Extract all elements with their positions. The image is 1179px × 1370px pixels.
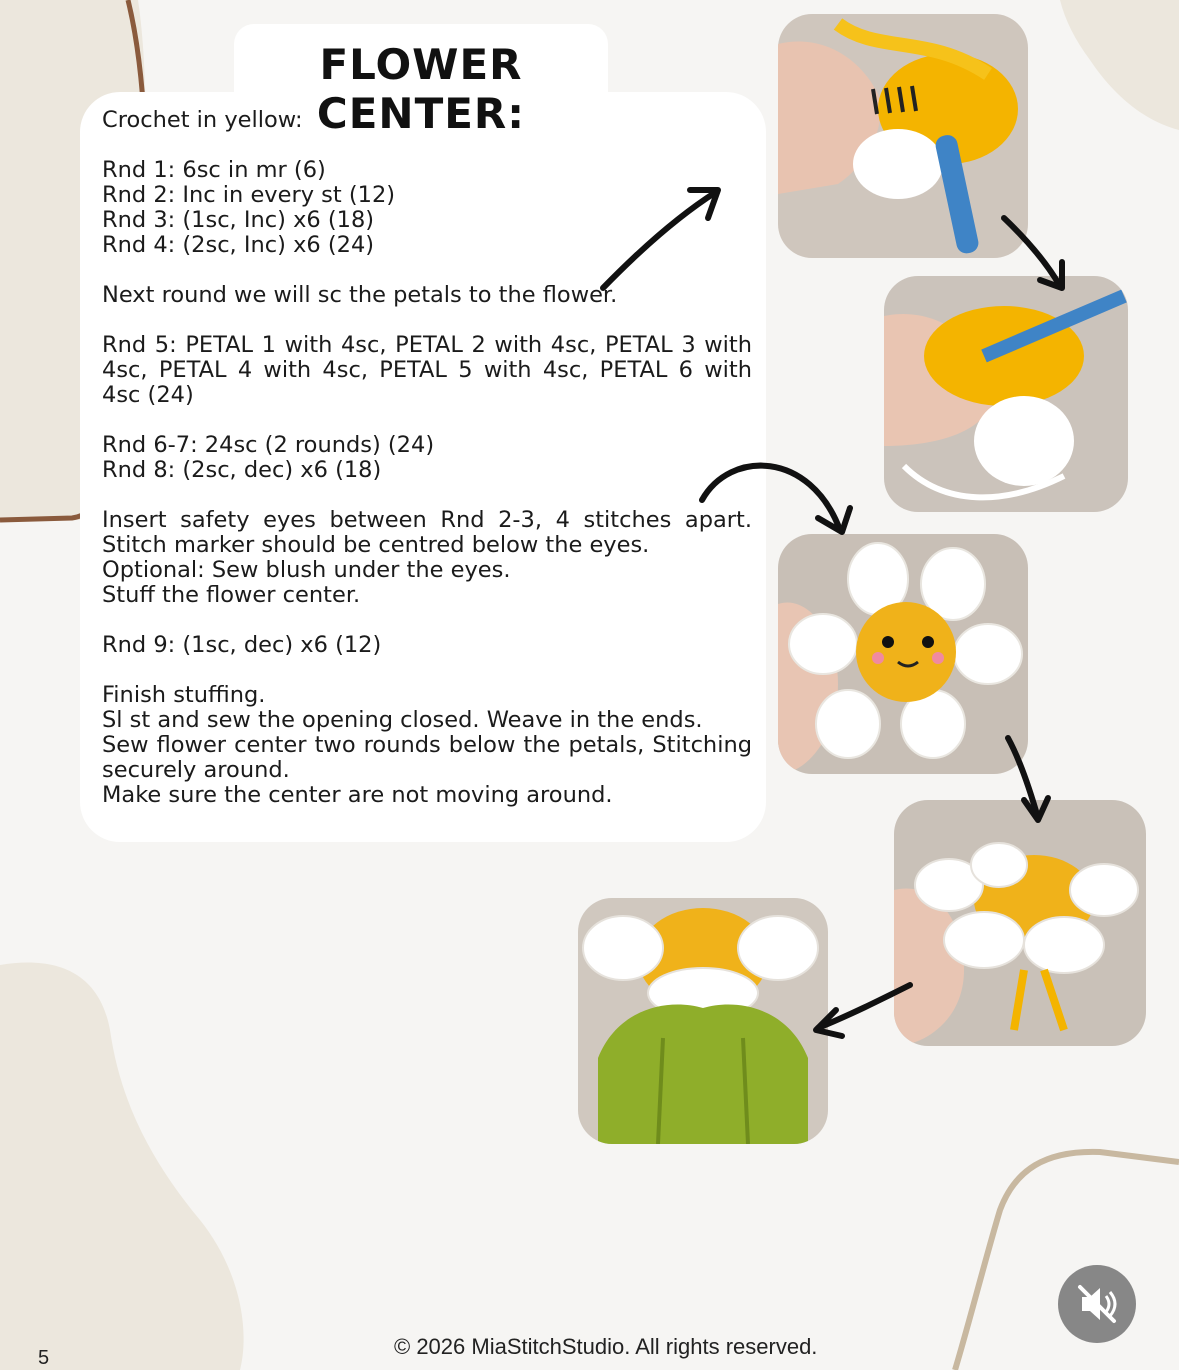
page-number: 5 [38,1347,50,1369]
intro-line: Crochet in yellow: [102,107,303,133]
round-2: Rnd 2: Inc in every st (12) [102,182,396,208]
step-photo-5 [578,898,828,1144]
step-photo-4 [894,800,1146,1046]
slst-instruction: Sl st and sew the opening closed. Weave in the ends. [102,707,703,733]
speaker-muted-icon [1058,1265,1136,1343]
blush-instruction: Optional: Sew blush under the eyes. [102,557,511,583]
round-9: Rnd 9: (1sc, dec) x6 (12) [102,632,382,658]
round-4: Rnd 4: (2sc, Inc) x6 (24) [102,232,375,258]
sew-instruction: Sew flower center two rounds below the petals, Stitching securely around. [102,732,752,783]
round-3: Rnd 3: (1sc, Inc) x6 (18) [102,207,375,233]
instructions-text [102,108,752,808]
round-6-7: Rnd 6-7: 24sc (2 rounds) (24) [102,432,435,458]
round-1: Rnd 1: 6sc in mr (6) [102,157,326,183]
round-8: Rnd 8: (2sc, dec) x6 (18) [102,457,382,483]
step-photo-2 [884,276,1128,512]
step-photo-1 [778,14,1028,258]
next-round-note: Next round we will sc the petals to the flower. [102,282,618,308]
round-5: Rnd 5: PETAL 1 with 4sc, PETAL 2 with 4sc, PETAL 3 with 4sc, PETAL 4 with 4sc, PETAL 5 with 4sc, PETAL 6 with 4sc (24) [102,332,752,408]
mute-button[interactable] [1058,1265,1136,1343]
finish-instruction: Finish stuffing. [102,682,266,708]
eyes-instruction: Insert safety eyes between Rnd 2-3, 4 stitches apart. Stitch marker should be centred below the eyes. [102,507,752,558]
step-photo-3 [778,534,1028,774]
stuff-instruction: Stuff the flower center. [102,582,361,608]
center-note: Make sure the center are not moving around. [102,782,613,808]
page-title: FLOWER CENTER: [316,40,526,138]
copyright-footer: © 2026 MiaStitchStudio. All rights reserved. [394,1334,818,1359]
